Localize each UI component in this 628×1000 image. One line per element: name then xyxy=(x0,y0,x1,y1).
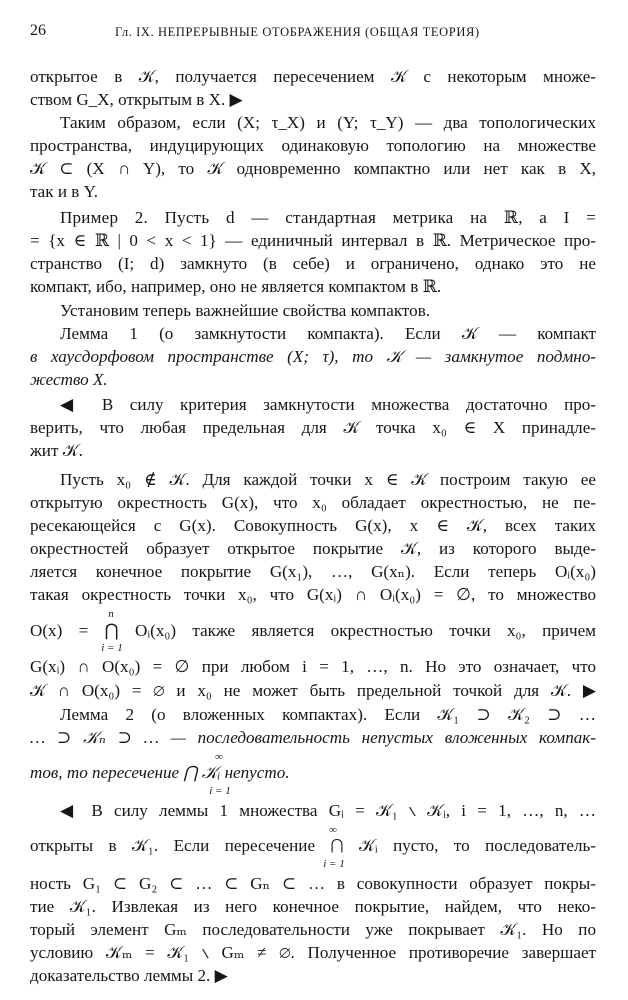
text-line: ◀ В силу критерия замкнутости множества достаточно про- xyxy=(60,395,596,414)
text-line: ством G_X, открытым в X. ▶ xyxy=(30,90,243,109)
text-line: O(x) = ⋂ Oᵢ(x₀) также является окрестностью точки x₀, причем xyxy=(30,621,596,640)
lemma-1-statement: жество X. xyxy=(30,370,108,389)
text-line: = {x ∈ ℝ | 0 < x < 1} — единичный интервал в ℝ. Метрическое про- xyxy=(30,231,596,250)
text-line: открытую окрестность G(x), что x₀ обладает окрестностью, не пе- xyxy=(30,493,596,512)
intersection-upper-limit: ∞ xyxy=(329,824,337,836)
text-line: Таким образом, если (X; τ_X) и (Y; τ_Y) — два топологических xyxy=(60,113,596,132)
running-title: Гл. IX. НЕПРЕРЫВНЫЕ ОТОБРАЖЕНИЯ (ОБЩАЯ ТЕОРИЯ) xyxy=(115,25,480,39)
lemma-1-heading: Лемма 1 (о замкнутости компакта). Если 𝒦 — компакт xyxy=(60,324,596,343)
intersection-upper-limit: ∞ xyxy=(215,751,223,763)
text-line: ресекающейся с G(x). Совокупность G(x), x ∈ 𝒦, всех таких xyxy=(30,516,596,535)
text-line: окрестностей образует открытое покрытие 𝒦, из которого выде- xyxy=(30,539,596,558)
text-line: тие 𝒦₁. Извлекая из него конечное покрытие, найдем, что неко- xyxy=(30,897,596,916)
text-line: пространства, индуцирующих одинаковую топологию на множестве xyxy=(30,136,596,155)
text-line: странство (I; d) замкнуто (в себе) и ограничено, однако это не xyxy=(30,254,596,273)
intersection-upper-limit: n xyxy=(108,608,114,620)
text-line: ность G₁ ⊂ G₂ ⊂ … ⊂ Gₙ ⊂ … в совокупности образует покры- xyxy=(30,874,596,893)
text-line: Установим теперь важнейшие свойства компактов. xyxy=(60,301,431,320)
text-line: компакт, ибо, например, оно не является компактом в ℝ. xyxy=(30,277,442,296)
text-line: так и в Y. xyxy=(30,182,99,201)
text-line: такая окрестность точки x₀, что G(xᵢ) ∩ Oᵢ(x₀) = ∅, то множество xyxy=(30,585,596,604)
lemma-2-statement: … ⊃ 𝒦ₙ ⊃ … — последовательность непустых вложенных компак- xyxy=(30,728,596,747)
page-header xyxy=(30,22,598,48)
example-heading-line: Пример 2. Пусть d — стандартная метрика на ℝ, а I = xyxy=(60,208,596,227)
text-line: ◀ В силу леммы 1 множества Gᵢ = 𝒦₁ ∖ 𝒦ᵢ, i = 1, …, n, … xyxy=(60,801,596,820)
text-line: Пусть x₀ ∉ 𝒦. Для каждой точки x ∈ 𝒦 построим такую ее xyxy=(60,470,596,489)
intersection-lower-limit: i = 1 xyxy=(101,642,123,654)
text-line: торый элемент Gₘ последовательности уже покрывает 𝒦₁. Но по xyxy=(30,920,596,939)
page-number: 26 xyxy=(30,22,46,39)
text-line: открытое в 𝒦, получается пересечением 𝒦 с некоторым множе- xyxy=(30,67,596,86)
lemma-1-statement: в хаусдорфовом пространстве (X; τ), то 𝒦 — замкнутое подмно- xyxy=(30,347,596,366)
text-line: верить, что любая предельная для 𝒦 точка x₀ ∈ X принадле- xyxy=(30,418,596,437)
text-line: 𝒦 ∩ O(x₀) = ∅ и x₀ не может быть предельной точкой для 𝒦. ▶ xyxy=(30,681,596,700)
text-line: ляется конечное покрытие G(x₁), …, G(xₙ). Если теперь Oᵢ(x₀) xyxy=(30,562,596,581)
text-line: жит 𝒦. xyxy=(30,441,83,460)
text-line: G(xᵢ) ∩ O(x₀) = ∅ при любом i = 1, …, n. Но это означает, что xyxy=(30,657,596,676)
text-line: 𝒦 ⊂ (X ∩ Y), то 𝒦 одновременно компактно или нет как в X, xyxy=(30,159,596,178)
lemma-2-heading: Лемма 2 (о вложенных компактах). Если 𝒦₁ ⊃ 𝒦₂ ⊃ … xyxy=(60,705,596,724)
text-line: открыты в 𝒦₁. Если пересечение ⋂ 𝒦ᵢ пусто, то последователь- xyxy=(30,836,596,855)
intersection-lower-limit: i = 1 xyxy=(209,785,231,797)
text-line: условию 𝒦ₘ = 𝒦₁ ∖ Gₘ ≠ ∅. Полученное противоречие завершает xyxy=(30,943,596,962)
intersection-lower-limit: i = 1 xyxy=(323,858,345,870)
lemma-2-statement: тов, то пересечение ⋂ 𝒦ᵢ непусто. xyxy=(30,763,290,782)
text-line: доказательство леммы 2. ▶ xyxy=(30,966,228,985)
